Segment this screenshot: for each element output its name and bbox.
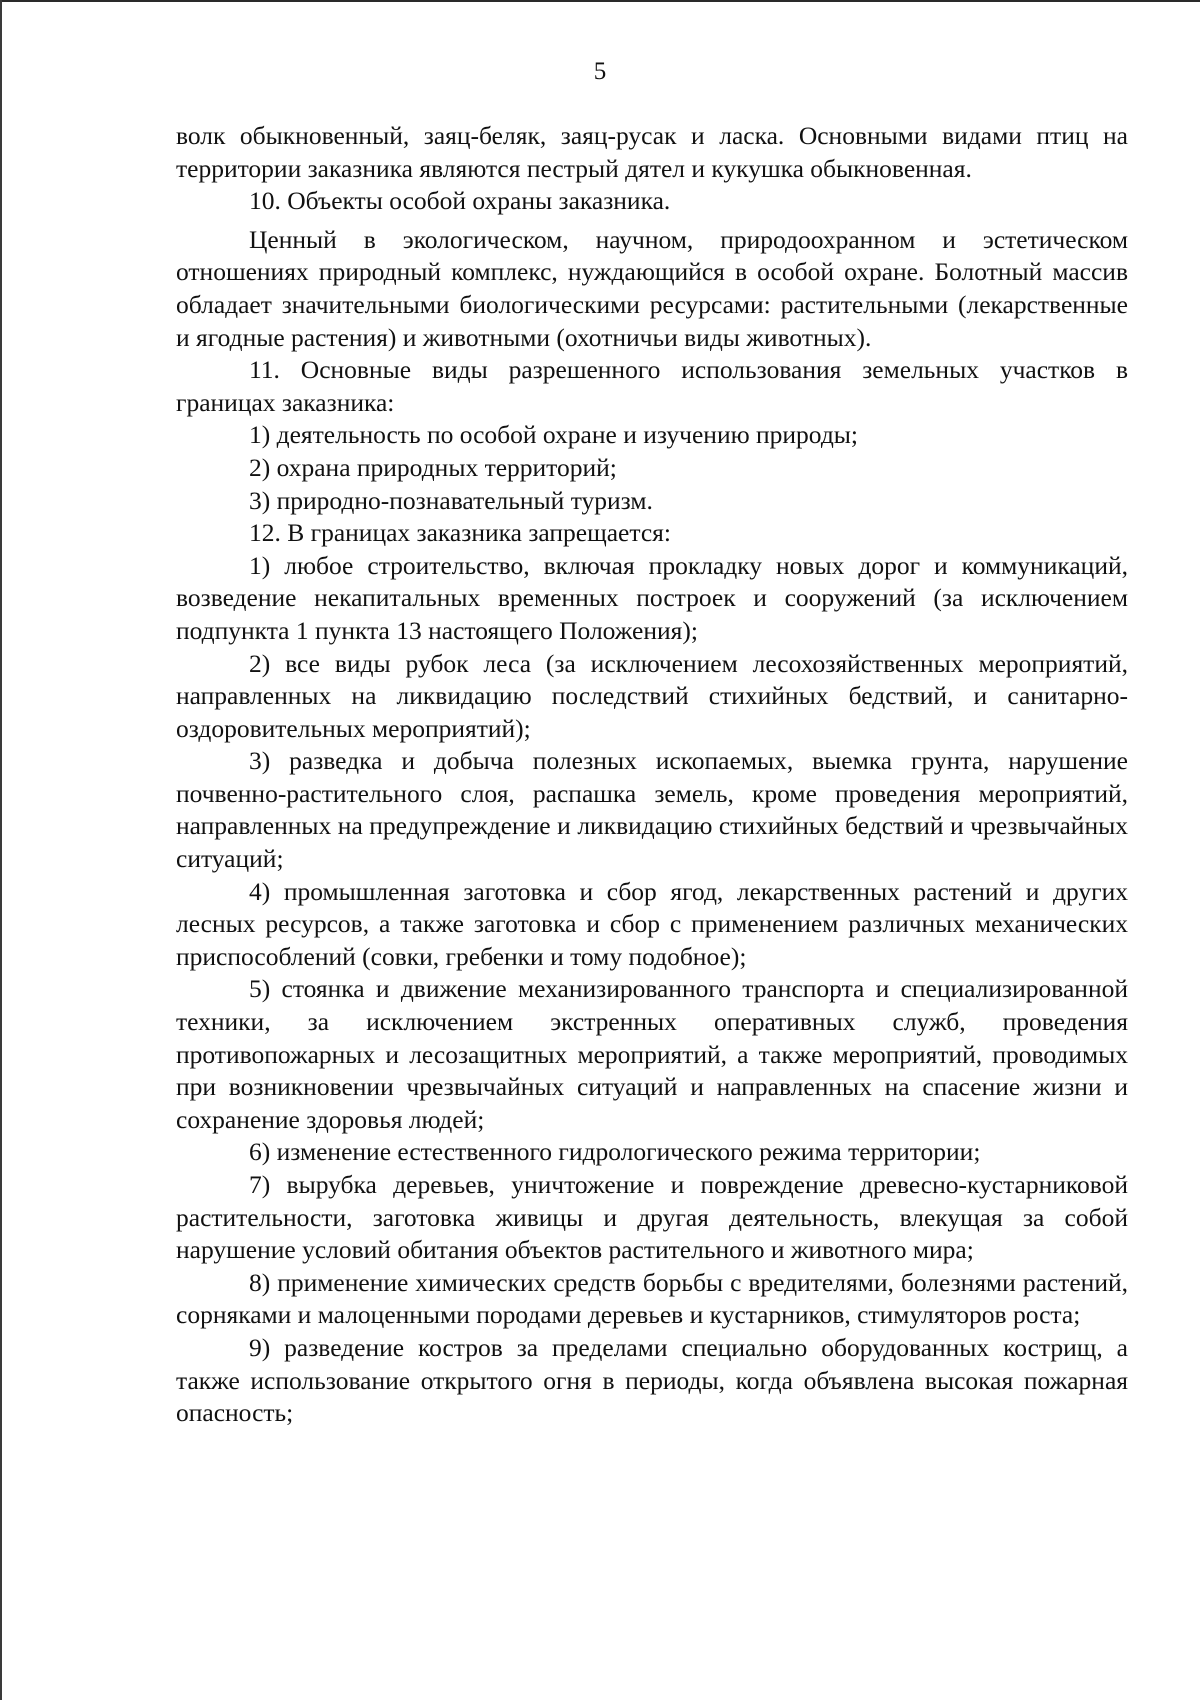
- document-body: [176, 120, 1128, 1430]
- list-item: 3) разведка и добыча полезных ископаемых, выемка грунта, нарушение почвенно-растительного слоя, распашка земель, кроме проведения мероприятий, направленных на предупреждение и ликвидацию стихийных бедствий и чрезвычайных ситуаций;: [176, 746, 1128, 874]
- paragraph: 12. В границах заказника запрещается:: [249, 518, 671, 548]
- paragraph: 11. Основные виды разрешенного использования земельных участков в границах заказника:: [176, 355, 1128, 417]
- list-item: 6) изменение естественного гидрологического режима территории;: [249, 1137, 981, 1167]
- page-number: 5: [593, 58, 607, 85]
- list-item: 7) вырубка деревьев, уничтожение и повреждение древесно-кустарниковой растительности, заготовка живицы и другая деятельность, влекущая за собой нарушение условий обитания объектов растительного и животного мира;: [176, 1170, 1128, 1265]
- list-item: 2) охрана природных территорий;: [249, 452, 617, 482]
- scan-edge-left: [0, 0, 2, 1700]
- list-item: 5) стоянка и движение механизированного транспорта и специализированной техники, за исключением экстренных оперативных служб, проведения противопожарных и лесозащитных мероприятий, а также мероприятий, проводимых при возникновении чрезвычайных ситуаций и направленных на спасение жизни и сохранение здоровья людей;: [176, 974, 1128, 1134]
- list-item: 8) применение химических средств борьбы с вредителями, болезнями растений, сорняками и малоценными породами деревьев и кустарников, стимуляторов роста;: [176, 1267, 1128, 1330]
- list-item: 1) любое строительство, включая прокладку новых дорог и коммуникаций, возведение некапитальных временных построек и сооружений (за исключением подпункта 1 пункта 13 настоящего Положения);: [176, 550, 1128, 645]
- paragraph: Ценный в экологическом, научном, природоохранном и эстетическом отношениях природный комплекс, нуждающийся в особой охране. Болотный массив обладает значительными биологическими ресурсами: растительными (лекарственные и ягодные растения) и животными (охотничьи виды животных).: [176, 224, 1128, 352]
- list-item: 9) разведение костров за пределами специально оборудованных кострищ, а также использование открытого огня в периоды, когда объявлена высокая пожарная опасность;: [176, 1332, 1128, 1428]
- list-item: 3) природно-познавательный туризм.: [249, 485, 653, 515]
- paragraph: волк обыкновенный, заяц-беляк, заяц-русак и ласка. Основными видами птиц на территории заказника являются пестрый дятел и кукушка обыкновенная.: [176, 121, 1128, 183]
- list-item: 2) все виды рубок леса (за исключением лесохозяйственных мероприятий, направленных на ликвидацию последствий стихийных бедствий, и санитарно-оздоровительных мероприятий);: [176, 648, 1128, 743]
- list-item: 4) промышленная заготовка и сбор ягод, лекарственных растений и других лесных ресурсов, а также заготовка и сбор с применением различных механических приспособлений (совки, гребенки и тому подобное);: [176, 876, 1128, 971]
- scan-edge-top: [0, 0, 1200, 2]
- paragraph: 10. Объекты особой охраны заказника.: [249, 186, 671, 216]
- list-item: 1) деятельность по особой охране и изучению природы;: [249, 420, 859, 450]
